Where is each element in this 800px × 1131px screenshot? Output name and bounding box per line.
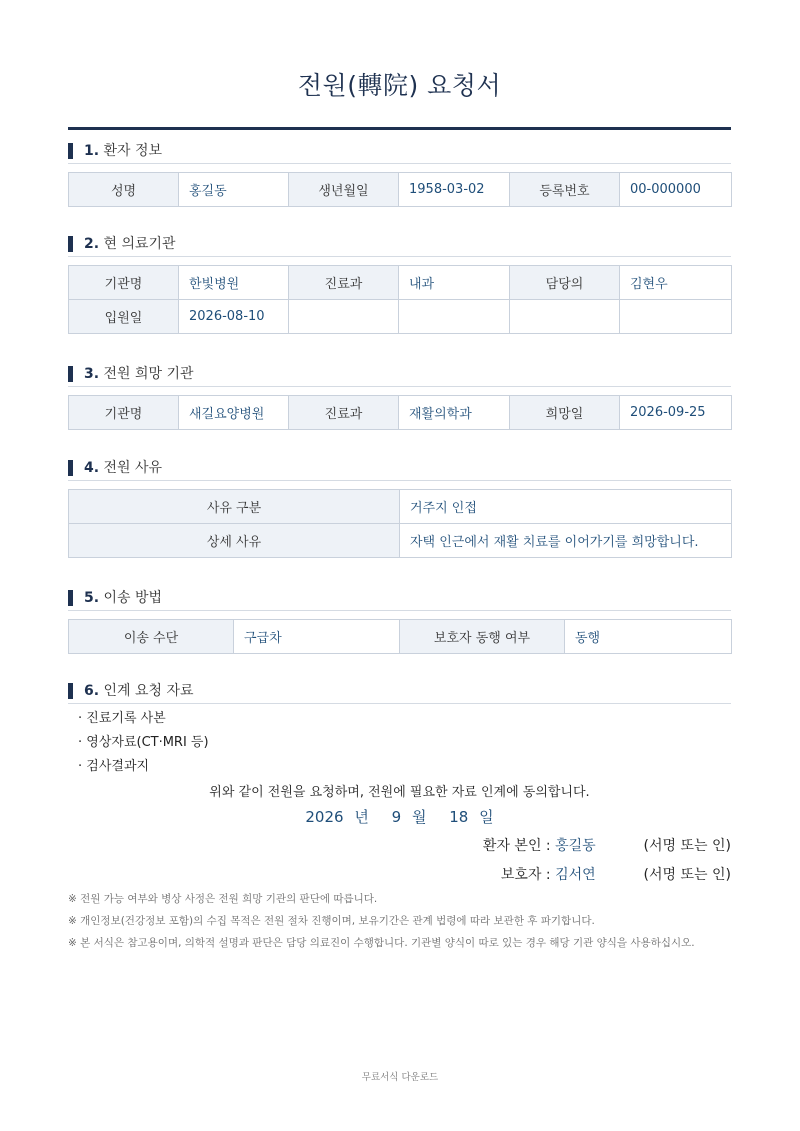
heading-bar bbox=[68, 366, 73, 382]
patient-info-table bbox=[68, 172, 732, 207]
current-institution-table bbox=[68, 265, 732, 334]
footnotes bbox=[68, 891, 731, 957]
inst-label: 기관명 bbox=[69, 396, 179, 430]
section-number: 2. bbox=[84, 236, 100, 252]
section-heading bbox=[68, 588, 731, 611]
transport-table bbox=[68, 619, 732, 654]
date-year-unit: 년 bbox=[354, 808, 369, 826]
section-heading bbox=[68, 364, 731, 387]
section-number: 1. bbox=[84, 143, 100, 159]
dept-label: 진료과 bbox=[289, 266, 399, 300]
note: ※ 본 서식은 참고용이며, 의학적 설명과 판단은 담당 의료진이 수행합니다. 기관별 양식이 따로 있는 경우 해당 기관 양식을 사용하십시오. bbox=[68, 937, 695, 949]
section-title: 환자 정보 bbox=[103, 143, 163, 159]
target-inst: 새길요양병원 bbox=[179, 396, 289, 430]
empty-cell bbox=[399, 300, 510, 334]
empty-cell bbox=[510, 300, 620, 334]
section-number: 3. bbox=[84, 366, 100, 382]
transport-means-label: 이송 수단 bbox=[69, 620, 234, 654]
dob-label: 생년월일 bbox=[289, 173, 399, 207]
patient-signature-row bbox=[483, 835, 731, 857]
empty-cell bbox=[289, 300, 399, 334]
section-current-institution bbox=[68, 234, 731, 326]
date-year: 2026 bbox=[305, 808, 344, 826]
note: ※ 전원 가능 여부와 병상 사정은 전원 희망 기관의 판단에 따릅니다. bbox=[68, 893, 378, 905]
section-heading bbox=[68, 458, 731, 481]
section-title: 전원 희망 기관 bbox=[103, 366, 194, 382]
reg-label: 등록번호 bbox=[510, 173, 620, 207]
desired-date-label: 희망일 bbox=[510, 396, 620, 430]
name-label: 성명 bbox=[69, 173, 179, 207]
section-target-institution bbox=[68, 364, 731, 422]
desired-date: 2026-09-25 bbox=[620, 396, 732, 430]
title-divider bbox=[68, 127, 731, 130]
patient-reg: 00-000000 bbox=[620, 173, 732, 207]
dept-label: 진료과 bbox=[289, 396, 399, 430]
section-title: 이송 방법 bbox=[103, 590, 163, 606]
patient-name: 홍길동 bbox=[179, 173, 289, 207]
heading-bar bbox=[68, 590, 73, 606]
transport-means: 구급차 bbox=[234, 620, 400, 654]
guardian-signature-row bbox=[501, 864, 731, 886]
reason-detail: 자택 인근에서 재활 치료를 이어가기를 희망합니다. bbox=[400, 524, 732, 558]
reason-type: 거주지 인접 bbox=[400, 490, 732, 524]
section-patient-info bbox=[68, 141, 731, 199]
current-dept: 내과 bbox=[399, 266, 510, 300]
heading-bar bbox=[68, 236, 73, 252]
section-transfer-reason bbox=[68, 458, 731, 550]
date-day-unit: 일 bbox=[479, 808, 494, 826]
signature-mark: (서명 또는 인) bbox=[643, 838, 731, 854]
document-title: 전원(轉院) 요청서 bbox=[297, 71, 502, 100]
current-doctor: 김현우 bbox=[620, 266, 732, 300]
section-title: 현 의료기관 bbox=[103, 236, 176, 252]
heading-bar bbox=[68, 683, 73, 699]
date-day: 18 bbox=[449, 808, 469, 826]
admit-date: 2026-08-10 bbox=[179, 300, 289, 334]
section-number: 4. bbox=[84, 460, 100, 476]
section-title: 전원 사유 bbox=[103, 460, 163, 476]
date-month: 9 bbox=[391, 808, 402, 826]
section-heading bbox=[68, 234, 731, 257]
guardian-accompany-label: 보호자 동행 여부 bbox=[400, 620, 565, 654]
section-number: 5. bbox=[84, 590, 100, 606]
heading-bar bbox=[68, 460, 73, 476]
reason-table bbox=[68, 489, 732, 558]
patient-dob: 1958-03-02 bbox=[399, 173, 510, 207]
inst-label: 기관명 bbox=[69, 266, 179, 300]
section-transport bbox=[68, 588, 731, 646]
reason-detail-label: 상세 사유 bbox=[69, 524, 400, 558]
empty-cell bbox=[620, 300, 732, 334]
section-handover-materials bbox=[68, 681, 731, 704]
section-heading bbox=[68, 681, 731, 704]
target-dept: 재활의학과 bbox=[399, 396, 510, 430]
section-heading bbox=[68, 141, 731, 164]
target-institution-table bbox=[68, 395, 732, 430]
list-item: · 영상자료(CT·MRI 등) bbox=[78, 735, 209, 750]
materials-list bbox=[78, 707, 209, 779]
list-item: · 진료기록 사본 bbox=[78, 711, 166, 726]
section-title: 인계 요청 자료 bbox=[103, 683, 194, 699]
patient-sign-name[interactable]: 홍길동 bbox=[555, 838, 596, 854]
signature-mark: (서명 또는 인) bbox=[643, 867, 731, 883]
guardian-accompany: 동행 bbox=[565, 620, 732, 654]
admit-label: 입원일 bbox=[69, 300, 179, 334]
guardian-sign-name[interactable]: 김서연 bbox=[555, 867, 596, 883]
doctor-label: 담당의 bbox=[510, 266, 620, 300]
consent-statement: 위와 같이 전원을 요청하며, 전원에 필요한 자료 인계에 동의합니다. bbox=[209, 785, 590, 800]
list-item: · 검사결과지 bbox=[78, 759, 150, 774]
date-month-unit: 월 bbox=[411, 808, 427, 826]
download-link[interactable]: 무료서식 다운로드 bbox=[361, 1072, 439, 1083]
current-inst: 한빛병원 bbox=[179, 266, 289, 300]
signing-date bbox=[68, 806, 731, 827]
patient-sign-label: 환자 본인 : bbox=[482, 838, 551, 854]
reason-type-label: 사유 구분 bbox=[69, 490, 400, 524]
note: ※ 개인정보(건강정보 포함)의 수집 목적은 전원 절차 진행이며, 보유기간은 관계 법령에 따라 보관한 후 파기합니다. bbox=[68, 915, 595, 927]
guardian-sign-label: 보호자 : bbox=[500, 867, 551, 883]
section-number: 6. bbox=[84, 683, 100, 699]
heading-bar bbox=[68, 143, 73, 159]
